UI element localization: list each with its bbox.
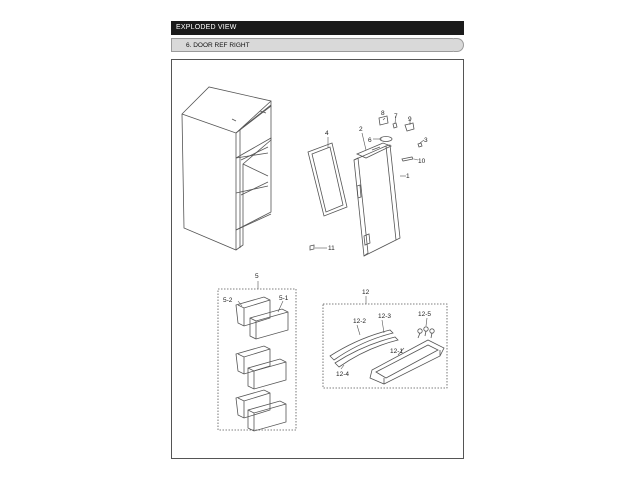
- callout-12-1: 12-1: [390, 348, 404, 355]
- handle-screws: [418, 318, 434, 338]
- callout-3: 3: [424, 137, 428, 144]
- callout-5-1: 5-1: [279, 295, 289, 302]
- callout-7: 7: [394, 113, 398, 120]
- callout-6: 6: [368, 137, 372, 144]
- header-title: EXPLODED VIEW: [176, 24, 237, 31]
- callout-12-4: 12-4: [336, 371, 350, 378]
- callout-5: 5: [255, 273, 259, 280]
- callout-1: 1: [406, 173, 410, 180]
- door-bins: [236, 297, 288, 431]
- callout-12: 12: [362, 289, 370, 296]
- door-gasket: [308, 143, 347, 216]
- door-panel: [354, 143, 400, 256]
- callout-9: 9: [408, 116, 412, 123]
- callout-8: 8: [381, 110, 385, 117]
- section-title: 6. DOOR REF RIGHT: [186, 42, 250, 49]
- callout-12-2: 12-2: [353, 318, 367, 325]
- callout-2: 2: [359, 126, 363, 133]
- callout-11: 11: [328, 245, 335, 252]
- callout-5-2: 5-2: [223, 297, 233, 304]
- cabinet-illustration: [182, 87, 271, 250]
- callout-12-3: 12-3: [378, 313, 392, 320]
- callout-10: 10: [418, 158, 426, 165]
- leader-lines: [315, 116, 424, 248]
- handle-assembly: [370, 340, 444, 384]
- callout-12-5: 12-5: [418, 311, 432, 318]
- callout-4: 4: [325, 130, 329, 137]
